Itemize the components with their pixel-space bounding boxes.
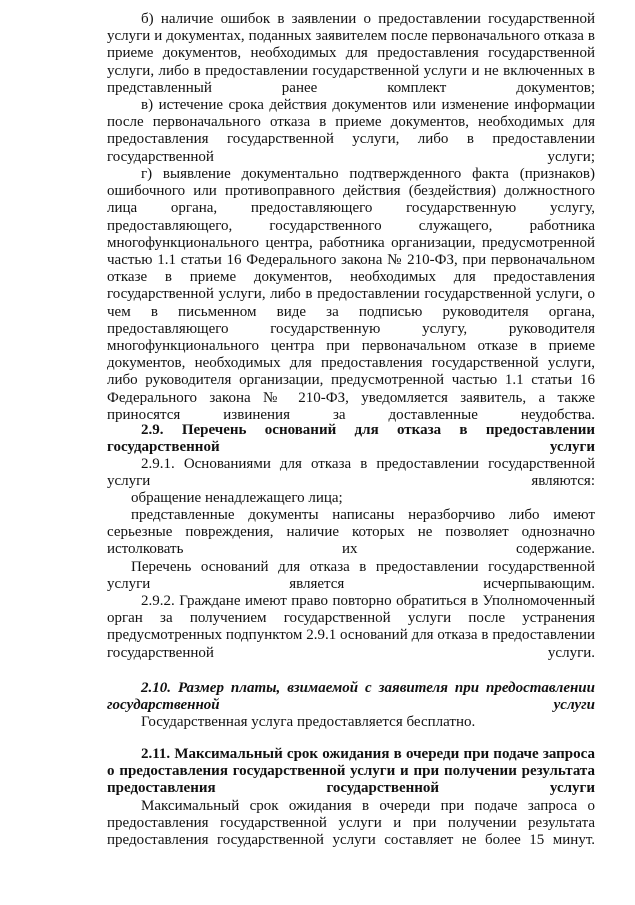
item-g: г) выявление документально подтвержденного факта (признаков) ошибочного или противоправного действия (бездействия) должностного лица органа, предоставляющего государственную услугу, предоставляющего, государственного служащего, работника многофункционального центра, работника организации, предусмотренной частью 1.1 статьи 16 Федерального закона № 210-ФЗ, при первоначальном отказе в приеме документов, необходимых для предоставления государственной услуги, либо в предоставлении государственной услуги, о чем в письменном виде за подписью руководителя органа, предоставляющего государственную услугу, руководителя многофункционального центра при первоначальном отказе в приеме документов, необходимых для предоставления государственной услуги, либо руководителя организации, предусмотренной частью 1.1 статьи 16 Федерального закона № 210-ФЗ, уведомляется заявитель, а также приносятся извинения за доставленные неудобства.: [107, 166, 595, 423]
grounds-exhaustive-paragraph: Перечень оснований для отказа в предоставлении государственной услуги является исчерпывающим.: [107, 559, 595, 593]
ground-improper-person: обращение ненадлежащего лица;: [131, 490, 343, 506]
section-2-10-heading: 2.10. Размер платы, взимаемой с заявителя при предоставлении государственной услуги: [107, 680, 595, 714]
ground-illegible-documents: представленные документы написаны неразборчиво либо имеют серьезные повреждения, наличие которых не позволяет однозначно истолковать их содержание.: [107, 507, 595, 558]
section-2-9-2-paragraph: 2.9.2. Граждане имеют право повторно обратиться в Уполномоченный орган за получением государственной услуги после устранения предусмотренных подпунктом 2.9.1 оснований для отказа в предоставлении государственной услуги.: [107, 593, 595, 661]
section-2-11-paragraph: Максимальный срок ожидания в очереди при подаче запроса о предоставления государственной услуги и при получении результата предоставления государственной услуги составляет не более 15 минут.: [107, 798, 595, 849]
item-v: в) истечение срока действия документов или изменение информации после первоначального отказа в приеме документов, необходимых для предоставления государственной услуги, либо в предоставлении государственной услуги;: [107, 97, 595, 165]
item-b: б) наличие ошибок в заявлении о предоставлении государственной услуги и документах, поданных заявителем после первоначального отказа в приеме документов, необходимых для предоставления государственной услуги, либо в предоставлении государственной услуги и не включенных в представленный ранее комплект документов;: [107, 11, 595, 96]
section-2-11-heading: 2.11. Максимальный срок ожидания в очереди при подаче запроса о предоставления государственной услуги и при получении результата предоставления государственной услуги: [107, 746, 595, 797]
section-2-9-heading: 2.9. Перечень оснований для отказа в предоставлении государственной услуги: [107, 422, 595, 456]
section-2-9-1-paragraph: 2.9.1. Основаниями для отказа в предоставлении государственной услуги являются:: [107, 456, 595, 490]
section-2-10-paragraph: Государственная услуга предоставляется бесплатно.: [141, 714, 476, 730]
